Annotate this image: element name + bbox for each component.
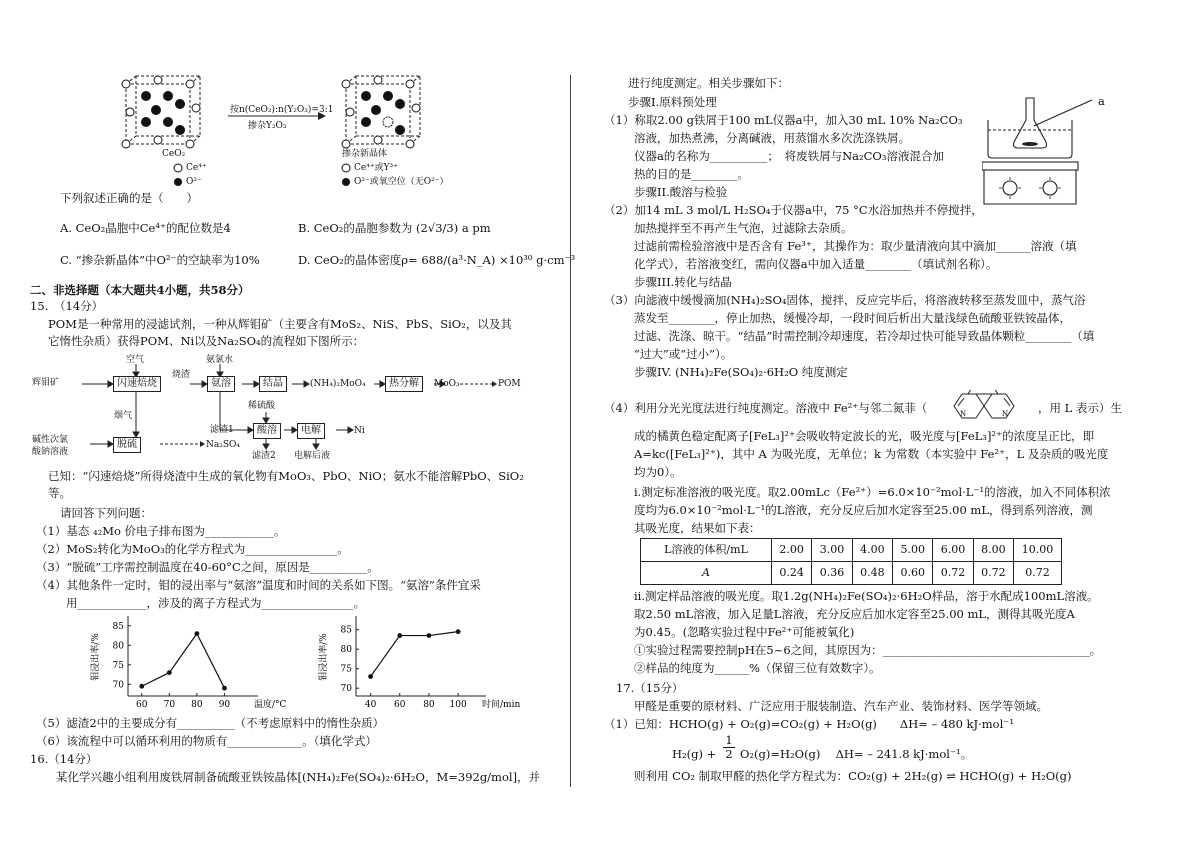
q16-p3-line1: （3）向滤液中缓慢滴加(NH₄)₂SO₄固体，搅拌，反应完毕后，将溶液转移至蒸发皿中，蒸气浴 bbox=[604, 293, 1086, 307]
table-cell: 0.48 bbox=[852, 562, 892, 585]
legend-o-text: O²⁻ bbox=[186, 177, 202, 187]
q15-sub3: （3）“脱硫”工序需控制温度在40-60°C之间，原因是__________。 bbox=[36, 560, 379, 574]
flow-dilute-acid: 稀硫酸 bbox=[248, 401, 276, 411]
legend-ce-y-text: Ce⁴⁺或Y³⁺ bbox=[354, 163, 398, 173]
svg-text:N: N bbox=[960, 410, 967, 418]
table-cell: 0.60 bbox=[893, 562, 933, 585]
y-tick-label: 75 bbox=[112, 660, 124, 671]
right-column bbox=[598, 0, 1122, 858]
flow-desulfur: 脱硫 bbox=[113, 437, 141, 453]
x-tick-label: 70 bbox=[163, 700, 176, 710]
table-cell: 0.72 bbox=[1014, 562, 1062, 585]
y-tick-label: 70 bbox=[112, 680, 124, 691]
table-cell: 10.00 bbox=[1014, 539, 1062, 562]
svg-text:N: N bbox=[1002, 410, 1009, 418]
data-point bbox=[397, 633, 402, 638]
q16-p1-line1: （1）称取2.00 g铁屑于100 mL仪器a中，加入30 mL 10% Na₂CO₃ bbox=[604, 113, 963, 127]
q16-p1-line4: 热的目的是________。 bbox=[634, 167, 749, 181]
x-tick-label: 60 bbox=[136, 700, 148, 710]
flow-decompose: 热分解 bbox=[385, 376, 423, 392]
legend-o-vac-text: O²⁻或氧空位（无O²⁻） bbox=[354, 177, 449, 187]
flow-crystallize: 结晶 bbox=[259, 376, 287, 392]
q16-p4-line7: 其吸光度，结果如下表： bbox=[634, 521, 761, 535]
q16-p2-line1: （2）加14 mL 3 mol/L H₂SO₄于仪器a中，75 °C水浴加热并不停搅拌， bbox=[604, 203, 983, 217]
q17-equation2b: O₂(g)=H₂O(g) ΔH= – 241.8 kJ·mol⁻¹。 bbox=[740, 747, 973, 761]
q15-sub4-line2: 用____________，涉及的离子方程式为________________。 bbox=[66, 596, 365, 610]
q16-p4-line2: 成的橘黄色稳定配离子[FeL₃]²⁺会吸收特定波长的光，吸光度与[FeL₃]²⁺的浓度呈正比，即 bbox=[634, 429, 1095, 443]
legend-o-vac-marker bbox=[342, 178, 350, 186]
flow-alkali-line1: 碱性次氯 bbox=[32, 435, 69, 445]
q16-p3-line2: 蒸发至________，停止加热，缓慢冷却，一段时间后析出大量浅绿色硫酸亚铁铵晶体， bbox=[634, 311, 1071, 325]
flow-ni: Ni bbox=[354, 426, 365, 436]
y-tick-label: 85 bbox=[112, 621, 124, 632]
table-cell: 5.00 bbox=[893, 539, 933, 562]
left-column bbox=[30, 0, 576, 858]
table-cell: 0.72 bbox=[933, 562, 973, 585]
q15-heading: 15. （14分） bbox=[30, 299, 104, 313]
series-line bbox=[142, 634, 225, 689]
table-cell: 4.00 bbox=[852, 539, 892, 562]
flow-ore: 辉钼矿 bbox=[32, 378, 60, 388]
q16-p4-line5: i.测定标准溶液的吸光度。取2.00mLc（Fe²⁺）=6.0×10⁻²mol·L⁻¹的溶液，加入不同体积浓 bbox=[634, 485, 1111, 499]
table-cell: 0.72 bbox=[973, 562, 1013, 585]
data-point bbox=[167, 670, 172, 675]
q15-answer-prompt: 请回答下列问题： bbox=[60, 506, 152, 520]
q17-heading: 17.（15分） bbox=[616, 681, 684, 695]
q16-p3-line4: “过大”或“过小”）。 bbox=[634, 347, 733, 361]
q16-p1-line2: 溶液，加热煮沸，分离碱液，用蒸馏水多次洗涤铁屑。 bbox=[634, 131, 910, 145]
flow-flash-roast: 闪速焙烧 bbox=[113, 376, 161, 392]
q14-option-a: A. CeO₂晶胞中Ce⁴⁺的配位数是4 bbox=[60, 221, 231, 235]
q17-equation3: 则利用 CO₂ 制取甲醛的热化学方程式为：CO₂(g) + 2H₂(g) ⇌ HCHO(g) + H₂O(g) bbox=[634, 769, 1072, 783]
q15-intro-line2: 它惰性杂质）获得POM、Ni以及Na₂SO₄的流程如下图所示： bbox=[48, 334, 365, 348]
q16-p4-line11: ①实验过程需要控制pH在5~6之间，其原因为：____________________________________。 bbox=[634, 643, 1102, 657]
q16-heading: 16.（14分） bbox=[30, 752, 98, 766]
y-tick-label: 70 bbox=[340, 684, 352, 695]
fraction-half bbox=[723, 734, 735, 761]
apparatus-label-a: a bbox=[1098, 94, 1105, 108]
y-tick-label: 80 bbox=[112, 641, 124, 652]
q16-p4-line8: ii.测定样品溶液的吸光度。取1.2g(NH₄)₂Fe(SO₄)₂·6H₂O样品，溶于水配成100mL溶液。 bbox=[634, 589, 1099, 603]
series-line bbox=[371, 632, 459, 677]
data-point bbox=[194, 631, 199, 636]
q15-sub4-line1: （4）其他条件一定时，钼的浸出率与“氨溶”温度和时间的关系如下图。“氨溶”条件宜采 bbox=[36, 578, 481, 592]
data-point bbox=[427, 633, 432, 638]
q16-p2-line4: 化学式），若溶液变红，需向仪器a中加入适量________（填试剂名称）。 bbox=[634, 257, 998, 271]
y-tick-label: 80 bbox=[340, 645, 352, 656]
flow-na2so4: Na₂SO₄ bbox=[206, 440, 241, 450]
chart-temperature bbox=[82, 612, 312, 712]
table-header-absorbance: A bbox=[641, 562, 772, 585]
ceo2-label: CeO₂ bbox=[162, 149, 186, 159]
flow-ammonia-leach: 氨溶 bbox=[207, 376, 235, 392]
table-cell: 6.00 bbox=[933, 539, 973, 562]
q15-known-line1: 已知：“闪速焙烧”所得烧渣中生成的氧化物有MoO₃、PbO、NiO；氨水不能溶解PbO、SiO₂ bbox=[48, 469, 524, 483]
legend-ce-y-marker bbox=[342, 164, 350, 172]
q14-option-d: D. CeO₂的晶体密度ρ= 688/(a³·N_A) ×10³⁰ g·cm⁻³ bbox=[298, 253, 576, 267]
q16-p4-line12: ②样品的纯度为______%（保留三位有效数字）。 bbox=[634, 661, 881, 675]
table-cell: 8.00 bbox=[973, 539, 1013, 562]
flow-moo3: MoO₃ bbox=[434, 379, 460, 389]
doped-label: 掺杂新晶体 bbox=[342, 149, 388, 159]
q16-p4-line1b: ，用 L 表示）生 bbox=[1038, 401, 1122, 415]
table-row bbox=[641, 562, 1062, 585]
x-axis-label: 温度/°C bbox=[254, 700, 287, 710]
q16-p3-line3: 过滤、洗涤、晾干。“结晶”时需控制冷却速度，若冷却过快可能导致晶体颗粒________（填 bbox=[634, 329, 1095, 343]
table-cell: 3.00 bbox=[812, 539, 852, 562]
flow-ammonia-water: 氨氯水 bbox=[206, 355, 234, 365]
column-divider bbox=[570, 75, 571, 787]
chart-time bbox=[310, 612, 540, 712]
phenanthroline-structure bbox=[944, 390, 1034, 422]
q16-step2: 步骤II.酸溶与检验 bbox=[634, 185, 728, 199]
legend-o-marker bbox=[174, 178, 182, 186]
q17-equation2a: H₂(g) + bbox=[672, 747, 717, 761]
q16-step4: 步骤IV. (NH₄)₂Fe(SO₄)₂·6H₂O 纯度测定 bbox=[634, 365, 848, 379]
flow-slag: 烧渣 bbox=[172, 370, 191, 380]
q16-p4-line6: 度均为6.0×10⁻²mol·L⁻¹的L溶液，充分反应后加水定容至25.00 mL，得到系列溶液，测 bbox=[634, 503, 1093, 517]
x-tick-label: 80 bbox=[423, 700, 435, 710]
table-cell: 0.36 bbox=[812, 562, 852, 585]
q16-intro: 某化学兴趣小组利用废铁屑制备硫酸亚铁铵晶体[(NH₄)₂Fe(SO₄)₂·6H₂O，M=392g/mol]，并 bbox=[56, 770, 541, 784]
q16-intro-continued: 进行纯度测定。相关步骤如下： bbox=[628, 76, 789, 90]
table-header-volume: L溶液的体积/mL bbox=[641, 539, 772, 562]
data-point bbox=[456, 629, 461, 634]
q14-option-c: C. “掺杂新晶体”中O²⁻的空缺率为10% bbox=[60, 253, 260, 267]
flow-filter2: 滤渣2 bbox=[252, 451, 276, 461]
q15-sub6: （6）该流程中可以循环利用的物质有_____________。（填化学式） bbox=[36, 734, 377, 748]
q14-stem: 下列叙述正确的是（ ） bbox=[60, 191, 198, 205]
absorbance-table bbox=[640, 538, 1062, 585]
q16-p4-line10: 为0.45。(忽略实验过程中Fe²⁺可能被氧化) bbox=[634, 625, 855, 639]
table-row bbox=[641, 539, 1062, 562]
flow-fume: 烟气 bbox=[114, 411, 133, 421]
q16-p1-line3: 仪器a的名称为__________； 将废铁屑与Na₂CO₃溶液混合加 bbox=[634, 149, 944, 163]
section-heading: 二、非选择题（本大题共4小题，共58分） bbox=[30, 283, 250, 297]
q15-sub5: （5）滤渣2中的主要成分有__________（不考虑原料中的惰性杂质） bbox=[36, 716, 385, 730]
x-tick-label: 60 bbox=[394, 700, 406, 710]
q15-intro-line1: POM是一种常用的浸滤试剂，一种从辉钼矿（主要含有MoS₂、NiS、PbS、SiO₂，以及其 bbox=[48, 317, 512, 331]
flow-air: 空气 bbox=[126, 355, 145, 365]
q16-p4-line4: 均为0）。 bbox=[634, 465, 682, 479]
legend-ce-text: Ce⁴⁺ bbox=[186, 163, 207, 173]
table-cell: 2.00 bbox=[772, 539, 812, 562]
x-tick-label: 100 bbox=[449, 700, 467, 710]
data-point bbox=[222, 686, 227, 691]
q15-sub1: （1）基态 ₄₂Mo 价电子排布图为____________。 bbox=[36, 524, 286, 538]
data-point bbox=[139, 684, 144, 689]
y-tick-label: 75 bbox=[340, 664, 352, 675]
x-axis-label: 时间/min bbox=[482, 700, 521, 710]
q16-step1: 步骤I.原料预处理 bbox=[628, 95, 717, 109]
y-tick-label: 85 bbox=[340, 625, 352, 636]
data-point bbox=[368, 674, 373, 679]
q16-p2-line2: 加热搅拌至不再产生气泡，过滤除去杂质。 bbox=[634, 221, 853, 235]
q16-p4-line3: A=kc([FeL₃]²⁺)，其中 A 为吸光度，无单位；k 为常数（本实验中 Fe²⁺，L 及杂质的吸光度 bbox=[634, 447, 1109, 461]
q16-p2-line3: 过滤前需检验溶液中是否含有 Fe³⁺，其操作为：取少量清液向其中滴加______溶液（填 bbox=[634, 239, 1077, 253]
legend-ce-marker bbox=[174, 164, 182, 172]
table-cell: 0.24 bbox=[772, 562, 812, 585]
q15-sub2: （2）MoS₂转化为MoO₃的化学方程式为________________。 bbox=[36, 542, 349, 556]
flow-alkali-line2: 酸钠溶液 bbox=[32, 447, 69, 457]
x-tick-label: 90 bbox=[218, 700, 231, 710]
y-axis-label: 钼浸出率/% bbox=[91, 633, 101, 681]
flow-product1: (NH₄)₂MoO₄ bbox=[310, 379, 366, 389]
flow-filter1: 滤渣1 bbox=[210, 425, 234, 435]
x-tick-label: 40 bbox=[364, 700, 377, 710]
q16-p4-line1a: （4）利用分光光度法进行纯度测定。溶液中 Fe²⁺与邻二氮菲（ bbox=[604, 401, 928, 415]
q17-intro: 甲醛是重要的原材料、广泛应用于服装制造、汽车产业、装饰材料、医学等领域。 bbox=[634, 699, 1048, 713]
arrow-top-label: 按n(CeO₂):n(Y₂O₃)=3:1 bbox=[230, 105, 334, 115]
flow-electrolysis: 电解 bbox=[297, 423, 325, 439]
q15-known-line2: 等。 bbox=[48, 486, 71, 500]
heating-apparatus-figure bbox=[982, 96, 1106, 212]
fraction-numerator: 1 bbox=[723, 734, 735, 748]
q16-p4-line9: 取2.50 mL溶液，加入足量L溶液，充分反应后加水定容至25.00 mL，测得其吸光度A bbox=[634, 607, 1075, 621]
flow-pom: POM bbox=[498, 379, 521, 389]
x-tick-label: 80 bbox=[191, 700, 203, 710]
q14-option-b: B. CeO₂的晶胞参数为 (2√3/3) a pm bbox=[298, 221, 491, 235]
flow-after-electrolysis: 电解后液 bbox=[294, 451, 331, 461]
y-axis-label: 钼浸出率/% bbox=[319, 633, 329, 681]
q16-step3: 步骤III.转化与结晶 bbox=[634, 275, 732, 289]
fraction-denominator: 2 bbox=[725, 747, 733, 761]
q17-equation1: （1）已知：HCHO(g) + O₂(g)=CO₂(g) + H₂O(g) ΔH= – 480 kJ·mol⁻¹ bbox=[604, 717, 1014, 731]
flow-acid-leach: 酸溶 bbox=[253, 423, 281, 439]
arrow-bottom-label: 掺杂Y₂O₃ bbox=[248, 121, 287, 131]
